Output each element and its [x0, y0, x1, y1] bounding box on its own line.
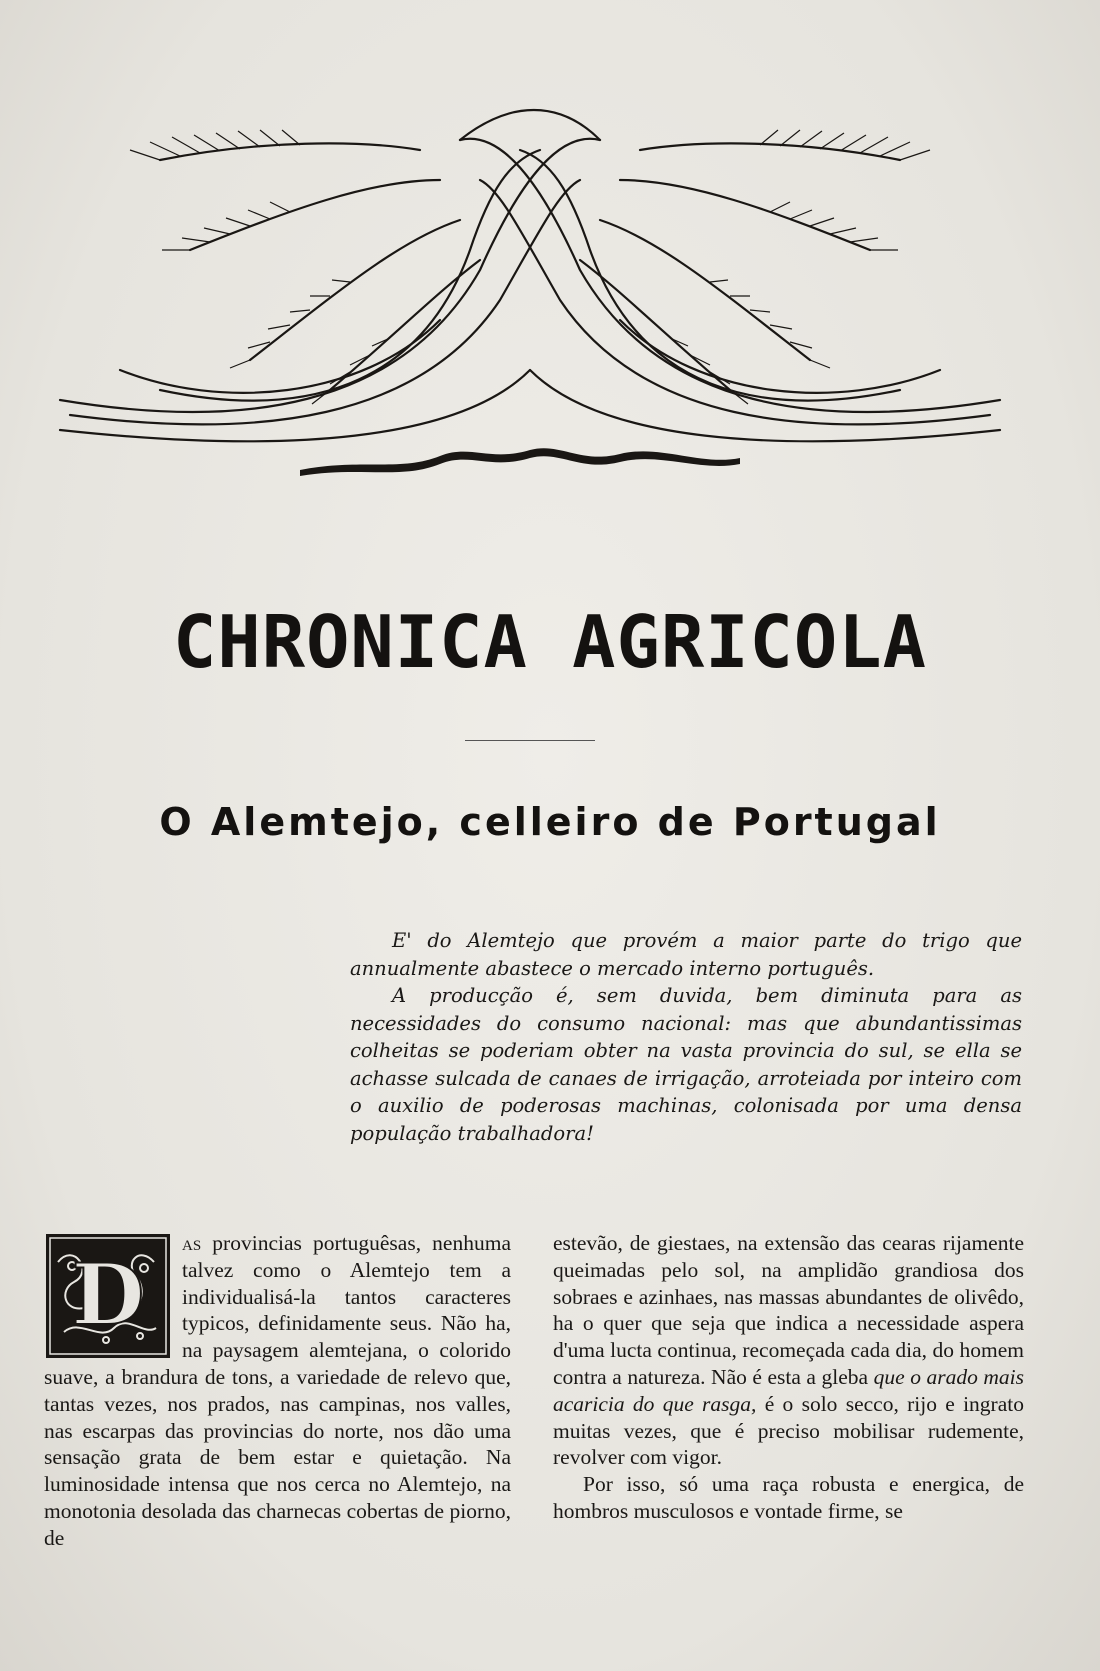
decorative-initial-icon [44, 1232, 172, 1360]
intro-abstract [350, 927, 1022, 1147]
paragraph-text: provincias portuguêsas, nenhuma talvez como o Alemtejo tem a individualisá-la tantos caracteres typicos, definidamente seus. Não ha, na paysagem alemtejana, o colorido suave, a brandura de tons, a variedade de relevo que, tantas vezes, nos prados, nas campinas, nos valles, nas escarpas das provincias do norte, nos dão uma sensação grata de bem estar e quietação. Na luminosidade intensa que nos cerca no Alemtejo, na monotonia desolada das charnecas cobertas de piorno, de [44, 1231, 511, 1550]
page-subtitle: O Alemtejo, celleiro de Portugal [159, 800, 941, 844]
page-title: CHRONICA AGRICOLA [173, 600, 927, 684]
intro-paragraph: E' do Alemtejo que provém a maior parte do trigo que annualmente abastece o mercado interno português. [350, 929, 1022, 980]
paragraph-text: estevão, de giestaes, na extensão das cearas rijamente queimadas pelo sol, na amplidão grandiosa dos sobraes e azinhaes, nas massas abundantes de olivêdo, ha o quer que seja que indica a necessidade aspera d'uma lucta continua, recomeçada cada dia, do homem contra a natureza. Não é esta a gleba [553, 1231, 1024, 1389]
article-column-left [44, 1230, 511, 1552]
intro-paragraph: A producção é, sem duvida, bem diminuta para as necessidades do consumo nacional: mas que abundantissimas colheitas se poderiam obter na vasta provincia do sul, se ella se achasse sulcada de canaes de irrigação, arroteiada por inteiro com o auxilio de poderosas machinas, colonisada por uma densa população trabalhadora! [350, 984, 1022, 1145]
drop-cap-letter: D [71, 1245, 145, 1344]
title-divider [465, 740, 595, 741]
article-paragraph [44, 1230, 511, 1552]
paragraph-text: é o solo secco, rijo e ingrato muitas vezes, que é preciso mobilisar rudemente, revolver com vigor. [553, 1391, 1024, 1470]
article-paragraph: Por isso, só uma raça robusta e energica, de hombros musculosos e vontade firme, se [553, 1472, 1024, 1523]
article-column-right [553, 1230, 1024, 1525]
wheat-ornament-icon [40, 70, 1020, 490]
quoted-phrase: que o arado mais acaricia do que rasga, [553, 1364, 1025, 1416]
article-paragraph [553, 1230, 1024, 1471]
first-word: as [182, 1231, 202, 1255]
